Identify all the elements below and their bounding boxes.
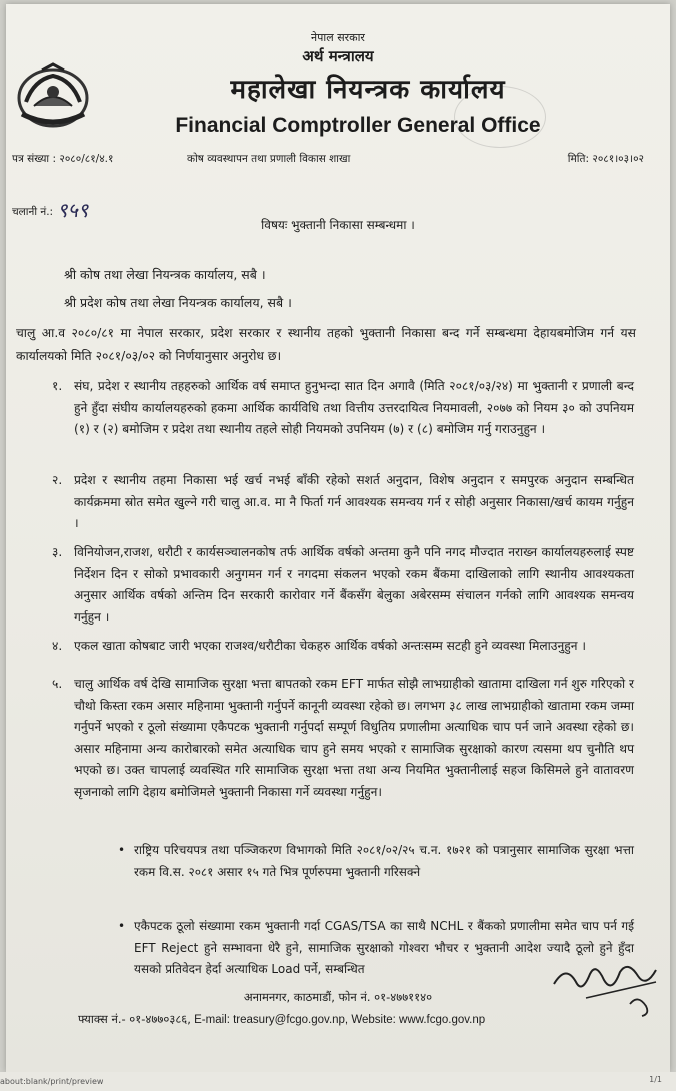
item-text: प्रदेश र स्थानीय तहमा निकासा भई खर्च नभई बाँकी रहेको सशर्त अनुदान, विशेष अनुदान र समपुरक अनुदान सम्बन्धित कार्यक्रममा स्रोत समेत खुल्ने गरी चालु आ.व. मा नै फिर्ता गर्न आवश्यक समन्वय गर्न र सोही अनुसार निकासा/खर्च कायम गर्नुहुन । (74, 473, 634, 530)
browser-status-bar (0, 1072, 676, 1091)
dispatch-handwritten-number: ९५९ (57, 198, 89, 222)
footer-address: अनामनगर, काठमाडौं, फोन नं. ०१-४७७११४० (243, 990, 433, 1004)
list-item (52, 376, 634, 441)
addressee-2: श्री प्रदेश कोष तथा लेखा नियन्त्रक कार्यालय, सबै । (64, 295, 292, 310)
intro-paragraph: चालु आ.व २०८०/८१ मा नेपाल सरकार, प्रदेश सरकार र स्थानीय तहको भुक्तानी निकासा बन्द गर्ने सम्बन्धमा देहायबमोजिम गर्न यस कार्यालयको मिति २०८१/०३/०२ को निर्णयानुसार अनुरोध छ। (16, 326, 636, 363)
item-number: ३. (52, 545, 63, 559)
government-name: नेपाल सरकार (311, 31, 365, 44)
page-indicator: 1/1 (649, 1075, 662, 1084)
list-item (52, 674, 634, 803)
letter-date: मिति: २०८१।०३।०२ (567, 153, 644, 165)
reference-number: पत्र संख्या : २०८०/८१/४.१ (12, 153, 114, 165)
bullet-icon: • (118, 919, 126, 933)
list-item (52, 470, 634, 535)
list-item (52, 636, 634, 658)
bullet-icon: • (118, 843, 126, 857)
bullet-text: एकैपटक ठूलो संख्यामा रकम भुक्तानी गर्दा CGAS/TSA का साथै NCHL र बैंकको प्रणालीमा समेत चाप पर्न गई EFT Reject हुने सम्भावना धेरै हुने, सामाजिक सुरक्षाको गोश्वरा भौचर र भुक्तानी आदेश ज्यादै ठूलो हुने हुँदा यसको प्रतिवेदन हेर्दा अत्याधिक Load पर्ने, सम्बन्धित (134, 919, 634, 976)
item-text: विनियोजन,राजश, धरौटी र कार्यसञ्चालनकोष तर्फ आर्थिक वर्षको अन्तमा कुनै पनि नगद मौज्दात नराख्न कार्यालयहरुलाई स्पष्ट निर्देशन दिन र सोको प्रभावकारी अनुगमन गर्न र नगदमा संकलन भएको रकम बैंकमा दाखिलाको लागि स्थानीय आवश्यकता अनुसार आर्थिक वर्षको अन्तिम दिन सरकारी कारोवार गर्ने बैंकसँग बेलुका अबेरसम्म संचालन गर्नको लागि आवश्यक समन्वय गर्नुहुन । (74, 545, 634, 624)
status-url: about:blank/print/preview (0, 1077, 104, 1086)
item-text: संघ, प्रदेश र स्थानीय तहहरुको आर्थिक वर्ष समाप्त हुनुभन्दा सात दिन अगावै (मिति २०८१/०३/२४) मा भुक्तानी र प्रणाली बन्द हुने हुँदा संघीय कार्यालयहरुको हकमा आर्थिक कार्यविधि तथा वित्तीय उत्तरदायित्व नियमावली, २०७७ को नियम ३० को उपनियम (१) र (२) बमोजिम र प्रदेश तथा स्थानीय तहले सोही नियमको उपनियम (७) र (८) बमोजिम गर्नु गराउनुहुन । (74, 379, 634, 436)
footer-fax: फ्याक्स नं.- ०१-४७७०३८६, (78, 1012, 191, 1026)
footer-contact (78, 1012, 485, 1027)
item-number: ५. (52, 677, 63, 691)
list-item (52, 542, 634, 628)
dispatch-label: चलानी नं.: (12, 206, 54, 218)
office-name-english: Financial Comptroller General Office (175, 114, 541, 137)
bullet-text: राष्ट्रिय परिचयपत्र तथा पञ्जिकरण विभागको मिति २०८१/०२/२५ च.न. १७२१ को पत्रानुसार सामाजिक सुरक्षा भत्ता रकम वि.स. २०८१ असार १५ गते भित्र पूर्णरुपमा भुक्तानी गरिसक्ने (134, 843, 634, 879)
ministry-name: अर्थ मन्त्रालय (302, 47, 374, 65)
item-text: चालु आर्थिक वर्ष देखि सामाजिक सुरक्षा भत्ता बापतको रकम EFT मार्फत सोझै लाभग्राहीको खातामा दाखिला गर्न शुरु गरिएको र चौथो किस्ता रकम असार महिनामा भुक्तानी गर्नुपर्ने कानूनी व्यवस्था रहेको छ। लगभग ३८ लाख लाभग्राहीको खातामा रकम जम्मा गर्नुपर्ने भएको र ठूलो संख्यामा एकैपटक भुक्तानी गर्नुपर्दा सम्पूर्ण विधुतिय प्रणालीमा अत्याधिक चाप पर्न जाने अवस्था रहेको छ। असार महिनामा अन्य कारोबारको समेत अत्याधिक चाप हुने समय भएको र सामाजिक सुरक्षाको कारण त्यसमा थप चुनौति थप भएको छ। उक्त चापलाई व्यवस्थित गरि सामाजिक सुरक्षा भत्ता तथा अन्य नियमित भुक्तानीलाई सहज किसिमले हुने वातावरण सृजनाको लागि देहाय बमोजिमले भुक्तानी निकासा गर्ने व्यवस्था गर्नुहुन। (74, 677, 634, 799)
footer-email-website: E-mail: treasury@fcgo.gov.np, Website: www.fcgo.gov.np (190, 1014, 486, 1026)
letter-page (6, 4, 670, 1072)
subject-line: विषयः भुक्तानी निकासा सम्बन्धमा । (261, 218, 415, 232)
item-number: २. (52, 473, 63, 487)
addressee-1: श्री कोष तथा लेखा नियन्त्रक कार्यालय, सबै । (64, 267, 266, 282)
branch-name: कोष व्यवस्थापन तथा प्रणाली विकास शाखा (187, 153, 351, 165)
signature-icon (546, 954, 666, 1020)
item-number: १. (52, 379, 63, 393)
item-text: एकल खाता कोषबाट जारी भएका राजश्व/धरौटीका चेकहरु आर्थिक वर्षको अन्तःसम्म सटही हुने व्यवस्था मिलाउनुहुन । (74, 639, 586, 653)
office-name-nepali: महालेखा नियन्त्रक कार्यालय (230, 75, 506, 105)
item-number: ४. (52, 639, 63, 653)
bullet-item (118, 840, 634, 883)
